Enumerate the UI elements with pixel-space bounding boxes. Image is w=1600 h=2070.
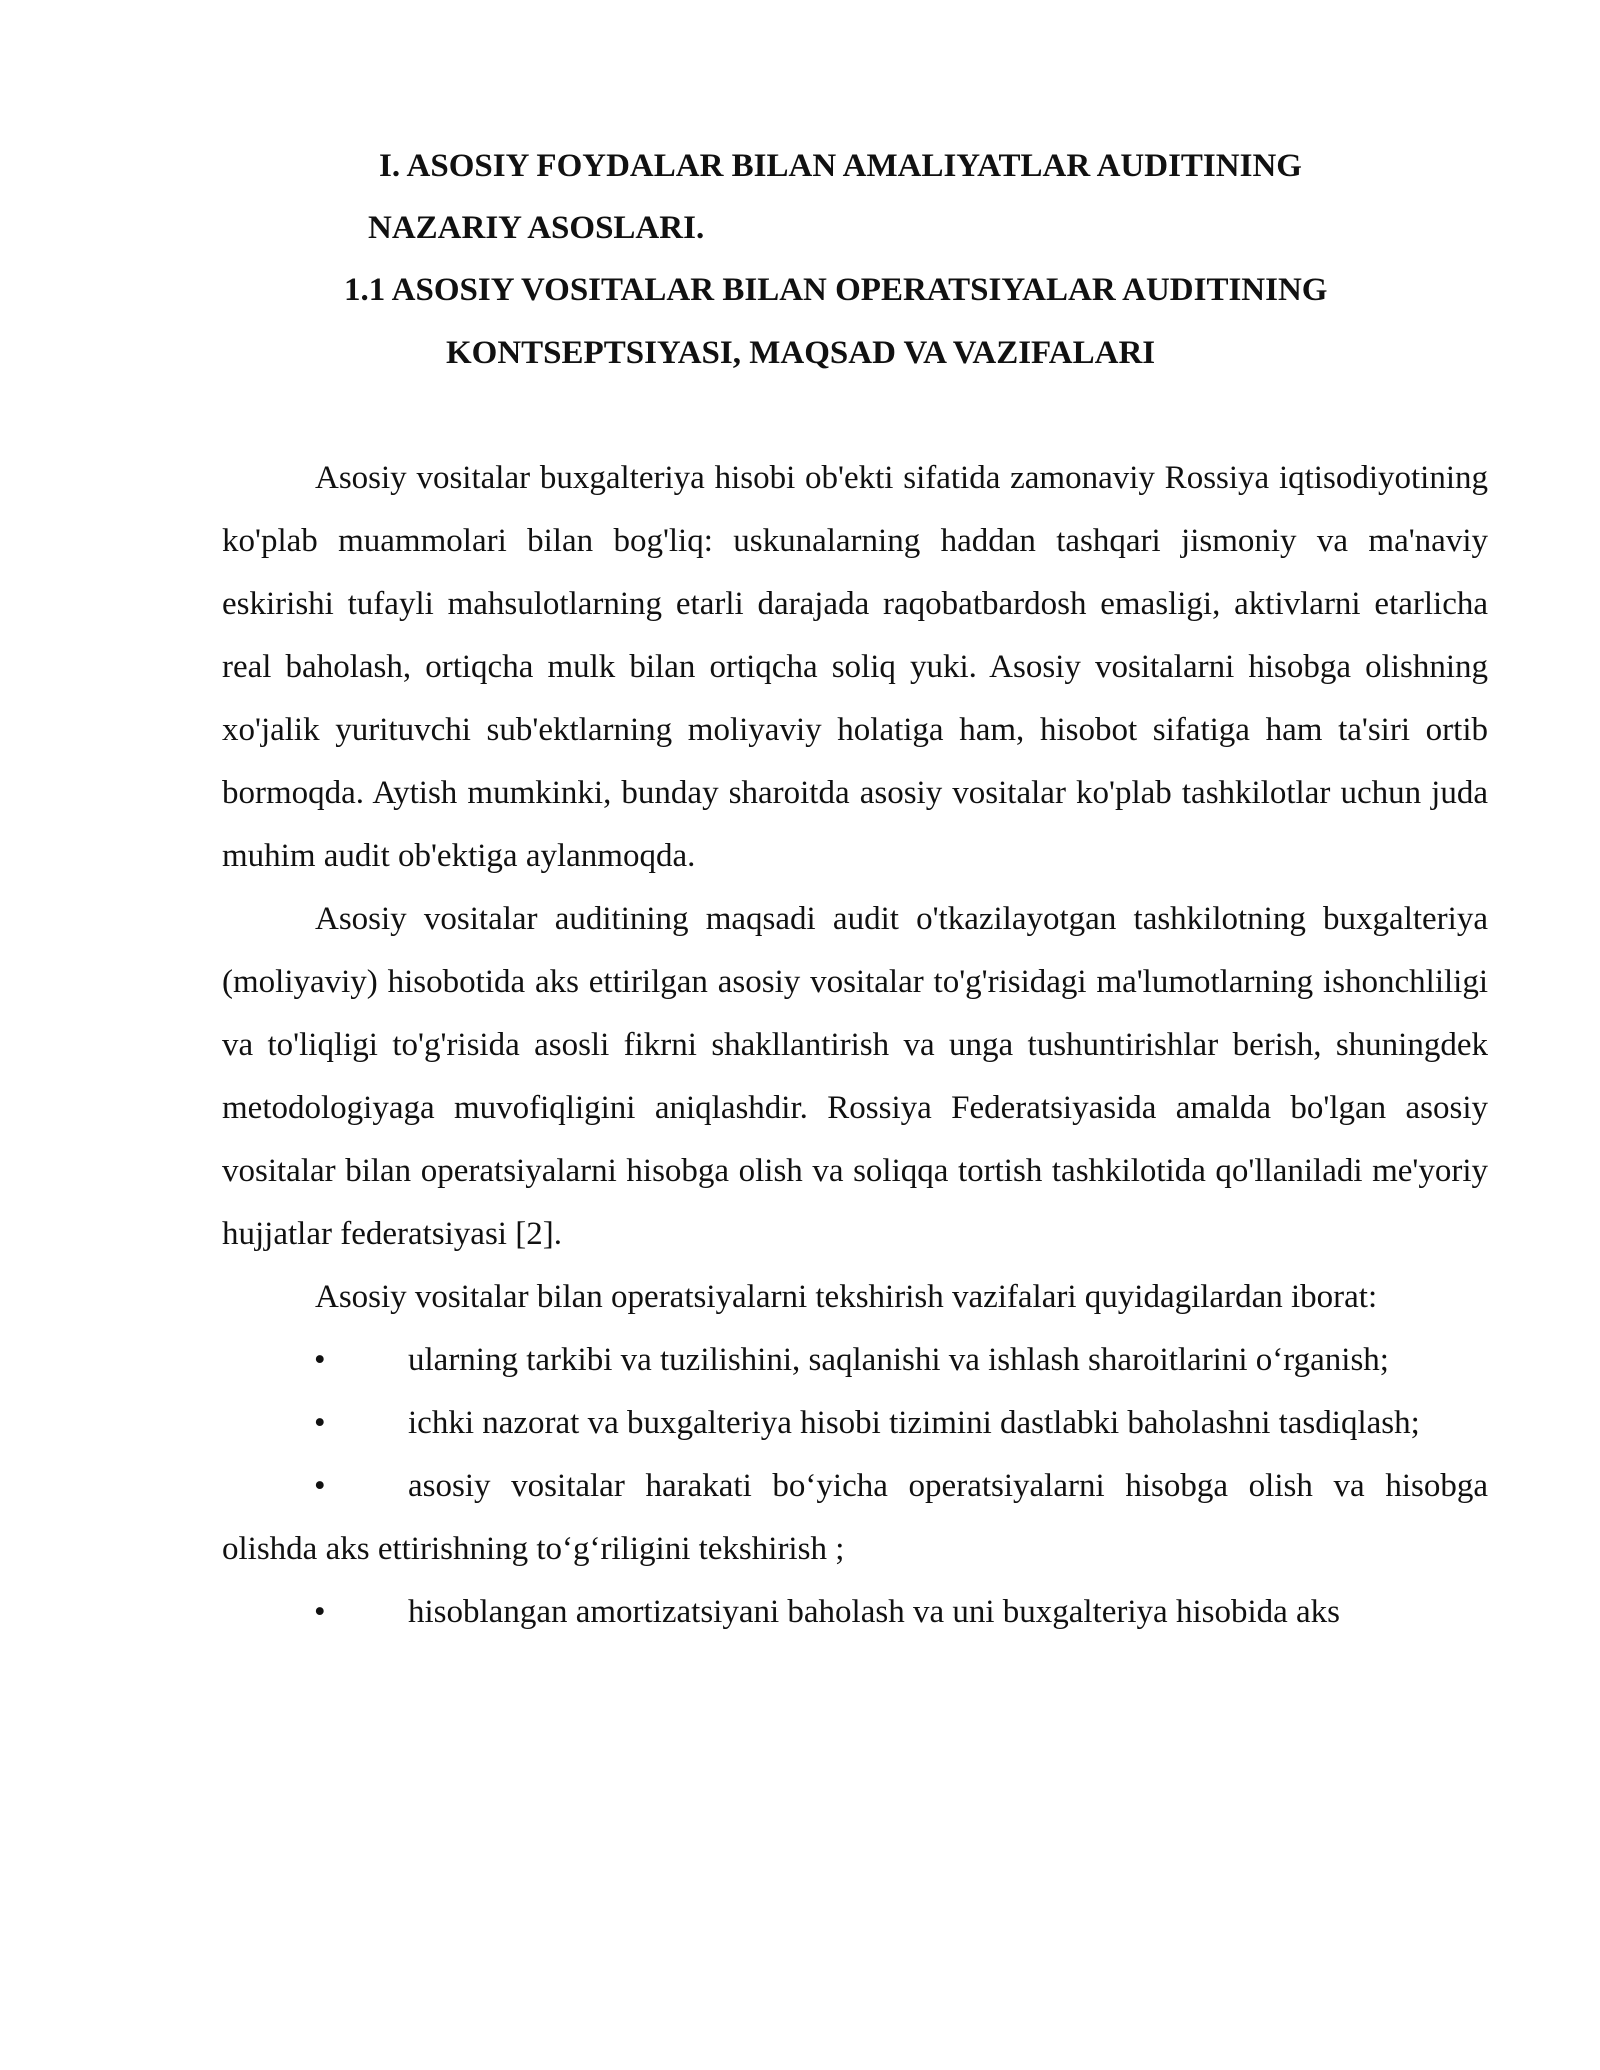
- bullet-icon: •: [314, 1468, 326, 1504]
- bullet-icon: •: [314, 1594, 326, 1630]
- paragraph-1: Asosiy vositalar buxgalteriya hisobi ob'ekti sifatida zamonaviy Rossiya iqtisodiyotining ko'plab muammolari bilan bog'liq: uskunalarning haddan tashqari jismoniy va ma'naviy eskirishi tufayli mahsulotlarning etarli darajada raqobatbardosh emasligi, aktivlarni etarlicha real baholash, ortiqcha mulk bilan ortiqcha soliq yuki. Asosiy vositalarni hisobga olishning xo'jalik yurituvchi sub'ektlarning moliyaviy holatiga ham, hisobot sifatiga ham ta'siri ortib bormoqda. Aytish mumkinki, bunday sharoitda asosiy vositalar ko'plab tashkilotlar uchun juda muhim audit ob'ektiga aylanmoqda.: [222, 460, 1488, 874]
- chapter-title-line-1: I. ASOSIY FOYDALAR BILAN AMALIYATLAR AUDITINING: [379, 148, 1302, 184]
- list-item: [222, 1455, 1488, 1581]
- list-item-text: hisoblangan amortizatsiyani baholash va uni buxgalteriya hisobida aks: [408, 1594, 1341, 1630]
- list-item-text: ichki nazorat va buxgalteriya hisobi tizimini dastlabki baholashni tasdiqlash;: [408, 1405, 1420, 1441]
- list-item-text: asosiy vositalar harakati boʻyicha operatsiyalarni hisobga olish va hisobga olishda aks ettirishning toʻgʻriligini tekshirish ;: [222, 1468, 1488, 1567]
- section-title-line-1: 1.1 ASOSIY VOSITALAR BILAN OPERATSIYALAR AUDITINING: [344, 272, 1328, 308]
- section-title-line-2: KONTSEPTSIYASI, MAQSAD VA VAZIFALARI: [446, 335, 1156, 371]
- list-item: [222, 1329, 1488, 1392]
- list-item: [222, 1581, 1488, 1644]
- chapter-title-line-2: NAZARIY ASOSLARI.: [368, 210, 705, 246]
- list-item: [222, 1392, 1488, 1455]
- bullet-icon: •: [314, 1405, 326, 1441]
- paragraph-2: Asosiy vositalar auditining maqsadi audit o'tkazilayotgan tashkilotning buxgalteriya (moliyaviy) hisobotida aks ettirilgan asosiy vositalar to'g'risidagi ma'lumotlarning ishonchliligi va to'liqligi to'g'risida asosli fikrni shakllantirish va unga tushuntirishlar berish, shuningdek metodologiyaga muvofiqligini aniqlashdir. Rossiya Federatsiyasida amalda bo'lgan asosiy vositalar bilan operatsiyalarni hisobga olish va soliqqa tortish tashkilotida qo'llaniladi me'yoriy hujjatlar federatsiyasi [2].: [222, 901, 1488, 1252]
- paragraph-3: Asosiy vositalar bilan operatsiyalarni tekshirish vazifalari quyidagilardan iborat:: [315, 1279, 1378, 1315]
- list-item-text: ularning tarkibi va tuzilishini, saqlanishi va ishlash sharoitlarini oʻrganish;: [408, 1342, 1389, 1378]
- body-text: [222, 447, 1488, 1644]
- bullet-icon: •: [314, 1342, 326, 1378]
